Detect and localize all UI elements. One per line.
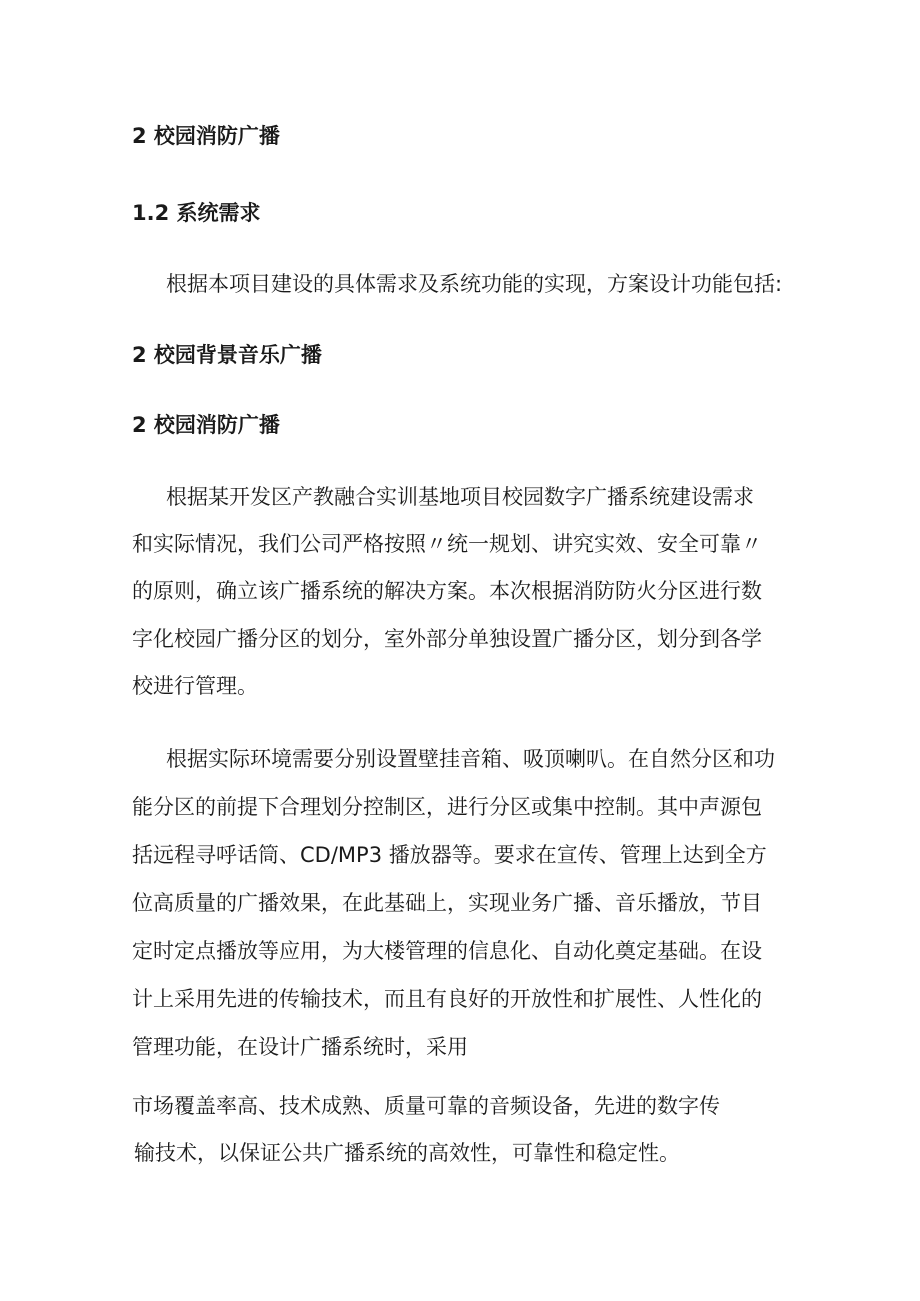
- paragraph-line: 根据实际环境需要分别设置壁挂音箱、吸顶喇叭。在自然分区和功: [166, 747, 775, 771]
- section-heading-campus-fire-broadcast: 2 校园消防广播: [132, 124, 280, 148]
- intro-paragraph: 根据本项目建设的具体需求及系统功能的实现，方案设计功能包括:: [166, 272, 783, 296]
- paragraph-line: 根据某开发区产教融合实训基地项目校园数字广播系统建设需求: [166, 485, 754, 509]
- paragraph-line: 括远程寻呼话筒、CD/MP3 播放器等。要求在宣传、管理上达到全方: [132, 843, 767, 867]
- paragraph-line: 字化校园广播分区的划分，室外部分单独设置广播分区，划分到各学: [132, 627, 762, 651]
- paragraph-line: 市场覆盖率高、技术成熟、质量可靠的音频设备，先进的数字传: [132, 1094, 720, 1118]
- paragraph-line: 管理功能，在设计广播系统时，采用: [132, 1035, 468, 1059]
- paragraph-line: 定时定点播放等应用，为大楼管理的信息化、自动化奠定基础。在设: [132, 939, 762, 963]
- paragraph-line: 输技术，以保证公共广播系统的高效性，可靠性和稳定性。: [134, 1141, 680, 1165]
- section-heading-system-requirements: 1.2 系统需求: [132, 201, 261, 225]
- paragraph-line: 能分区的前提下合理划分控制区，进行分区或集中控制。其中声源包: [132, 795, 762, 819]
- paragraph-line: 校进行管理。: [132, 674, 258, 698]
- paragraph-line: 的原则，确立该广播系统的解决方案。本次根据消防防火分区进行数: [132, 579, 762, 603]
- paragraph-line: 和实际情况，我们公司严格按照〃统一规划、讲究实效、安全可靠〃: [132, 532, 762, 556]
- section-heading-fire-broadcast-2: 2 校园消防广播: [132, 413, 280, 437]
- paragraph-line: 计上采用先进的传输技术，而且有良好的开放性和扩展性、人性化的: [132, 987, 762, 1011]
- section-heading-background-music: 2 校园背景音乐广播: [132, 343, 322, 367]
- paragraph-line: 位高质量的广播效果，在此基础上，实现业务广播、音乐播放，节目: [132, 891, 762, 915]
